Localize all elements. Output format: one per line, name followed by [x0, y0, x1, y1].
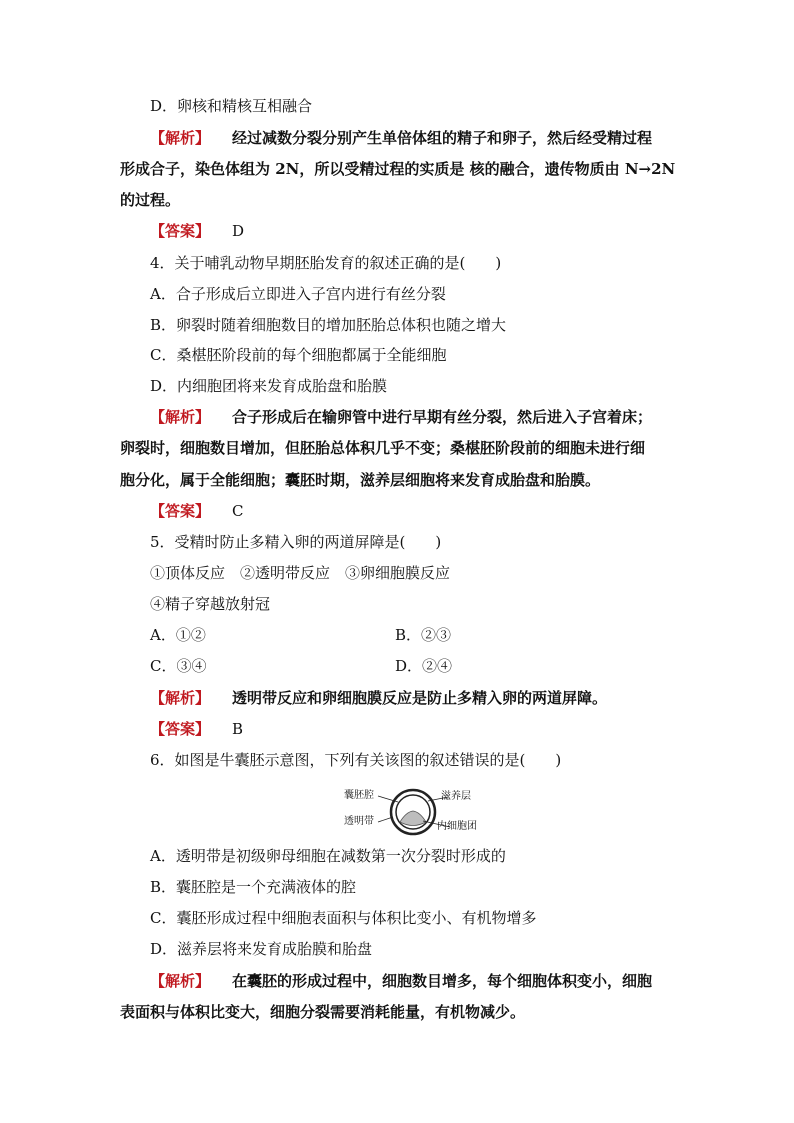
q4-answer: [150, 501, 244, 521]
q5-items-line1: ①顶体反应 ②透明带反应 ③卵细胞膜反应: [150, 564, 451, 582]
blastocyst-diagram: [338, 787, 488, 837]
q5-answer: [150, 719, 243, 739]
q6-option-c: C．囊胚形成过程中细胞表面积与体积比变小、有机物增多: [150, 909, 537, 927]
label-blastocoel: 囊胚腔: [344, 790, 374, 801]
q6-option-a: A．透明带是初级卵母细胞在减数第一次分裂时形成的: [150, 847, 506, 865]
q6-option-b: B．囊胚腔是一个充满液体的腔: [150, 878, 357, 896]
q5-stem: 5．受精时防止多精入卵的两道屏障是( ): [150, 533, 442, 551]
q5-option-b: B．②③: [395, 626, 452, 644]
q4-stem: 4．关于哺乳动物早期胚胎发育的叙述正确的是( ): [150, 254, 502, 272]
label-trophoblast: 滋养层: [441, 791, 471, 802]
q4-analysis-line2: 卵裂时，细胞数目增加，但胚胎总体积几乎不变；桑椹胚阶段前的细胞未进行细: [120, 439, 646, 457]
q4-analysis-line1: [150, 407, 652, 427]
analysis-text: 透明带反应和卵细胞膜反应是防止多精入卵的两道屏障。: [232, 689, 608, 707]
analysis-text: 经过减数分裂分别产生单倍体组的精子和卵子，然后经受精过程: [232, 129, 653, 147]
q4-option-a: A．合子形成后立即进入子宫内进行有丝分裂: [150, 285, 446, 303]
q4-option-c: C．桑椹胚阶段前的每个细胞都属于全能细胞: [150, 346, 447, 364]
q3-analysis-line2: 形成合子，染色体组为 2N，所以受精过程的实质是 核的融合，遗传物质由 N→2N: [120, 160, 676, 178]
q5-option-a: A．①②: [150, 626, 206, 644]
answer-tag: 【答案】: [150, 720, 211, 738]
q5-option-c: C．③④: [150, 657, 207, 675]
analysis-tag: 【解析】: [150, 408, 211, 426]
q3-analysis-line1: [150, 128, 652, 148]
answer-tag: 【答案】: [150, 502, 211, 520]
q5-analysis: [150, 688, 607, 708]
q6-analysis-line1: [150, 971, 652, 991]
q4-option-d: D．内细胞团将来发育成胎盘和胎膜: [150, 377, 388, 395]
q3-option-d: D．卵核和精核互相融合: [150, 97, 313, 115]
q5-items-line2: ④精子穿越放射冠: [150, 595, 271, 613]
label-zona-pellucida: 透明带: [344, 816, 374, 827]
analysis-text: 合子形成后在输卵管中进行早期有丝分裂，然后进入子宫着床；: [232, 408, 653, 426]
q6-analysis-line2: 表面积与体积比变大，细胞分裂需要消耗能量，有机物减少。: [120, 1003, 526, 1021]
analysis-text: 在囊胚的形成过程中，细胞数目增多，每个细胞体积变小，细胞: [232, 972, 653, 990]
q6-option-d: D．滋养层将来发育成胎膜和胎盘: [150, 940, 373, 958]
answer-value: C: [232, 502, 244, 520]
answer-value: D: [232, 222, 245, 240]
q4-option-b: B．卵裂时随着细胞数目的增加胚胎总体积也随之增大: [150, 316, 507, 334]
label-inner-cell-mass: 内细胞团: [437, 821, 477, 832]
q4-analysis-line3: 胞分化，属于全能细胞；囊胚时期，滋养层细胞将来发育成胎盘和胎膜。: [120, 471, 601, 489]
q5-option-d: D．②④: [395, 657, 453, 675]
q3-answer: [150, 221, 244, 241]
analysis-tag: 【解析】: [150, 129, 211, 147]
leader-line-zona: [378, 817, 393, 822]
q3-analysis-line3: 的过程。: [120, 191, 181, 209]
q6-stem: 6．如图是牛囊胚示意图，下列有关该图的叙述错误的是( ): [150, 751, 562, 769]
analysis-tag: 【解析】: [150, 689, 211, 707]
analysis-tag: 【解析】: [150, 972, 211, 990]
answer-value: B: [232, 720, 244, 738]
answer-tag: 【答案】: [150, 222, 211, 240]
